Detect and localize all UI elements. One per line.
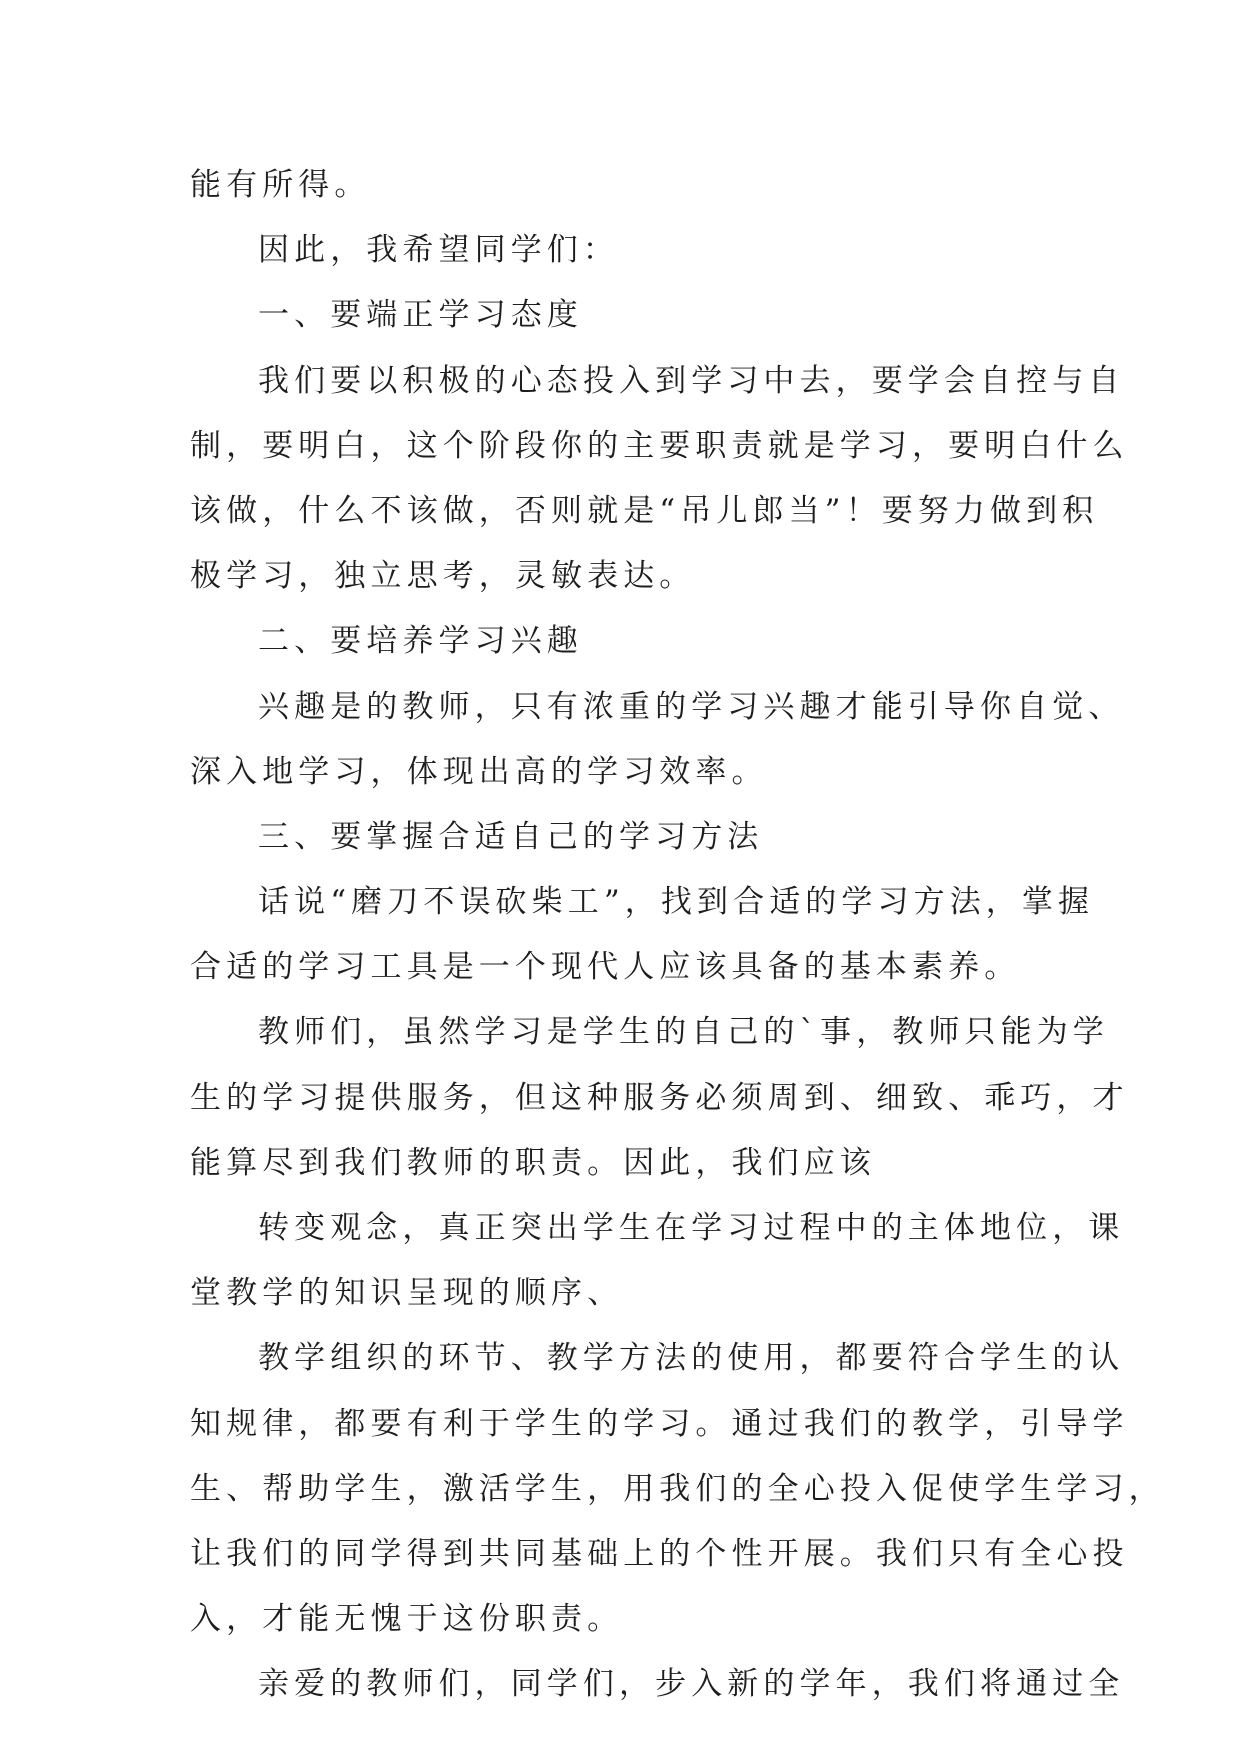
text-line: 入，才能无愧于这份职责。 [190, 1601, 624, 1638]
text-line: 因此，我希望同学们： [258, 232, 619, 269]
text-line: 兴趣是的教师，只有浓重的学习兴趣才能引导你自觉、 [258, 688, 1125, 725]
section-heading: 二、要培养学习兴趣 [258, 623, 583, 660]
text-line: 合适的学习工具是一个现代人应该具备的基本素养。 [190, 949, 1021, 986]
text-line: 知规律，都要有利于学生的学习。通过我们的教学，引导学 [190, 1405, 1129, 1442]
document-body [190, 153, 1165, 1718]
text-line: 话说“磨刀不误砍柴工”，找到合适的学习方法，掌握 [258, 884, 1095, 921]
text-line: 亲爱的教师们，同学们，步入新的学年，我们将通过全 [258, 1666, 1125, 1703]
text-line: 该做，什么不该做，否则就是“吊儿郎当”！要努力做到积 [190, 492, 1099, 529]
text-line: 制，要明白，这个阶段你的主要职责就是学习，要明白什么 [190, 427, 1129, 464]
text-line: 能有所得。 [190, 167, 371, 203]
text-line: 能算尽到我们教师的职责。因此，我们应该 [190, 1144, 876, 1181]
text-line: 让我们的同学得到共同基础上的个性开展。我们只有全心投 [190, 1535, 1129, 1572]
text-line: 极学习，独立思考，灵敏表达。 [190, 558, 696, 595]
text-line: 生的学习提供服务，但这种服务必须周到、细致、乖巧，才 [190, 1079, 1129, 1116]
text-line: 我们要以积极的心态投入到学习中去，要学会自控与自 [258, 362, 1125, 399]
text-line: 教师们，虽然学习是学生的自己的`事，教师只能为学 [258, 1014, 1109, 1051]
section-heading: 一、要端正学习态度 [258, 297, 583, 334]
text-line: 生、帮助学生，激活学生，用我们的全心投入促使学生学习， [190, 1470, 1165, 1507]
text-line: 转变观念，真正突出学生在学习过程中的主体地位，课 [258, 1210, 1125, 1246]
section-heading: 三、要掌握合适自己的学习方法 [258, 818, 764, 855]
text-line: 堂教学的知识呈现的顺序、 [190, 1275, 624, 1312]
text-line: 教学组织的环节、教学方法的使用，都要符合学生的认 [258, 1340, 1125, 1377]
text-line: 深入地学习，体现出高的学习效率。 [190, 753, 768, 790]
